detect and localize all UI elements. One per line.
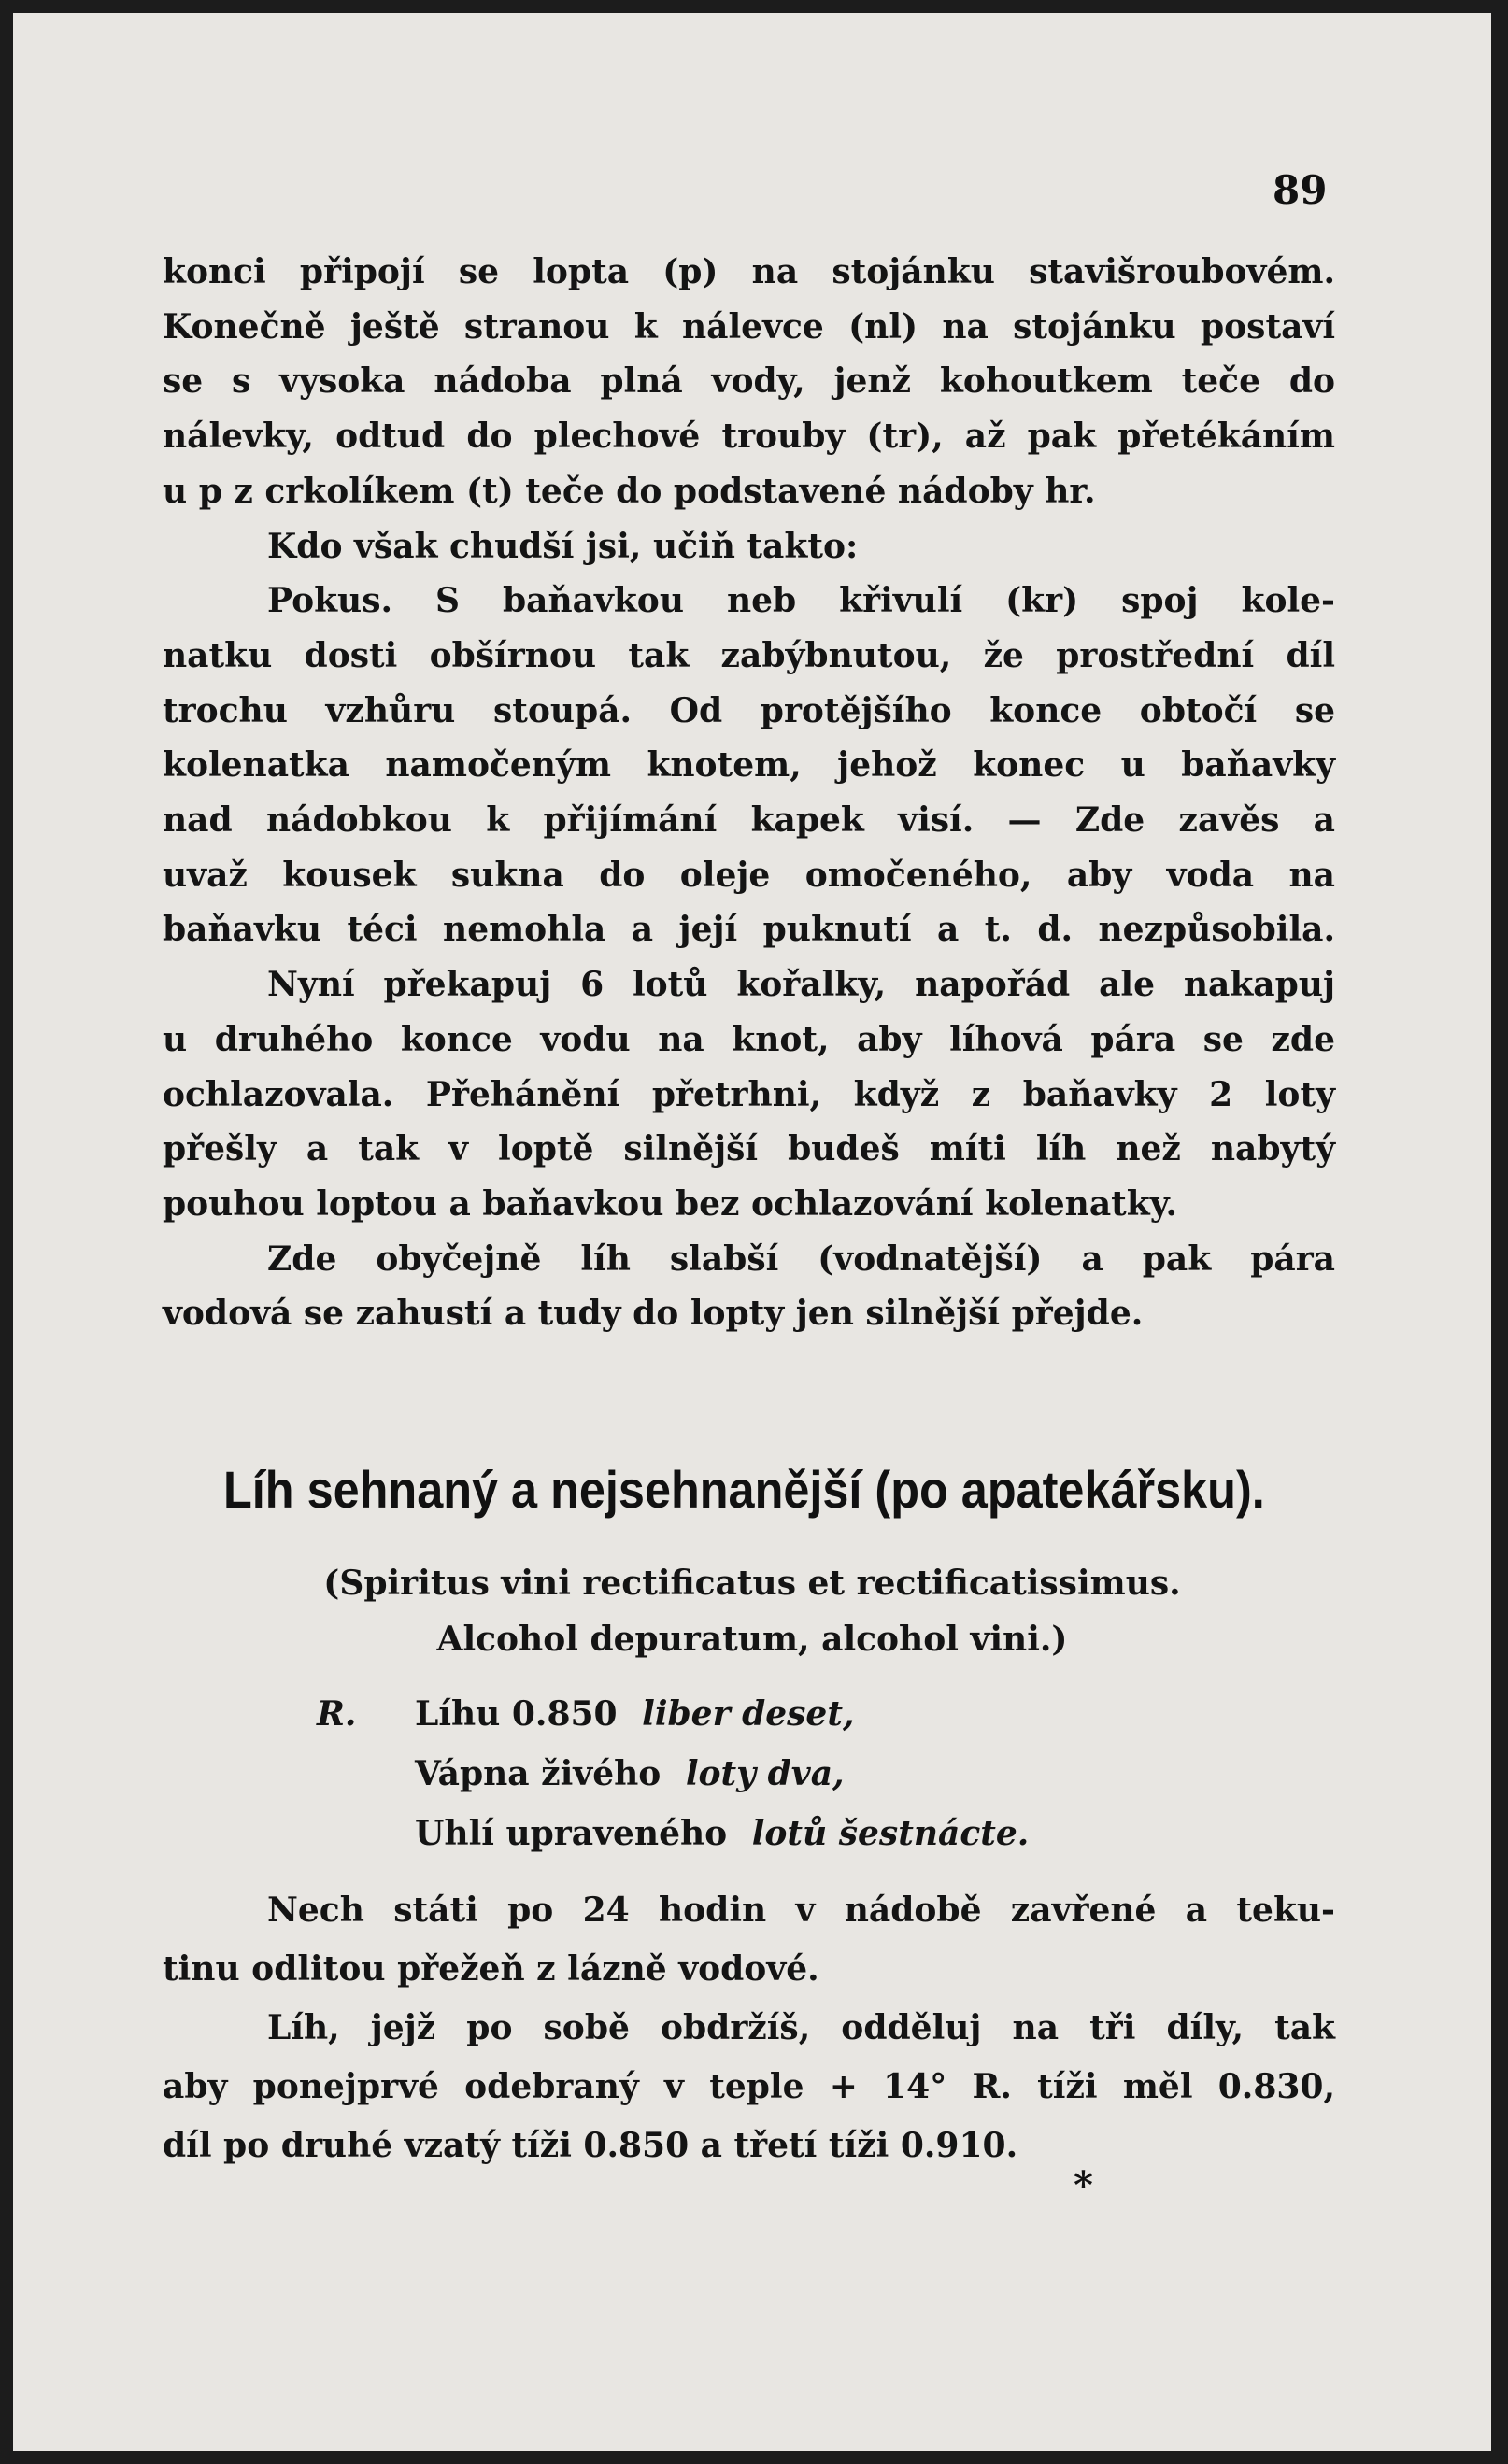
recipe-ingredient: Uhlí upraveného — [415, 1814, 728, 1853]
text-line: ochlazovala. Přehánění přetrhni, když z baňavky 2 loty — [163, 1074, 1335, 1114]
text-line: konci připojí se lopta (p) na stojánku stavišroubovém. — [163, 252, 1335, 291]
text-line: nad nádobkou k přijímání kapek visí. — Zde zavěs a — [163, 800, 1335, 841]
text-line: natku dosti obšírnou tak zabýbnutou, že prostřední díl — [163, 635, 1335, 675]
recipe-item — [317, 1694, 855, 1734]
text-line: pouhou loptou a baňavkou bez ochlazování kolenatky. — [163, 1183, 1178, 1224]
latin-subheading: Alcohol depuratum, alcohol vini.) — [436, 1620, 1068, 1659]
text-line: trochu vzhůru stoupá. Od protějšího konce obtočí se — [163, 690, 1335, 730]
recipe-ingredient: Vápna živého — [415, 1754, 662, 1793]
latin-subheading: (Spiritus vini rectificatus et rectificatissimus. — [323, 1564, 1181, 1603]
recipe-label: R. — [317, 1694, 357, 1734]
footer-asterisk: * — [1074, 2163, 1093, 2207]
text-line: Kdo však chudší jsi, učiň takto: — [267, 526, 859, 566]
text-line: Pokus. S baňavkou neb křivulí (kr) spoj kole- — [267, 581, 1335, 621]
text-line: přešly a tak v loptě silnější budeš míti líh než nabytý — [163, 1129, 1335, 1169]
text-line: baňavku téci nemohla a její puknutí a t. d. nezpůsobila. — [163, 910, 1335, 950]
recipe-quantity: lotů šestnácte. — [751, 1814, 1030, 1853]
text-line: se s vysoka nádoba plná vody, jenž kohoutkem teče do — [163, 361, 1335, 402]
text-line: díl po druhé vzatý tíži 0.850 a třetí tíži 0.910. — [163, 2126, 1018, 2165]
text-line: Zde obyčejně líh slabší (vodnatější) a pak pára — [267, 1239, 1335, 1279]
text-line: Nech státi po 24 hodin v nádobě zavřené a teku- — [267, 1890, 1335, 1930]
closing-paragraphs — [163, 1881, 1335, 2175]
page-number: 89 — [1273, 167, 1328, 213]
text-line: uvaž kousek sukna do oleje omočeného, aby voda na — [163, 855, 1335, 895]
text-line: nálevky, odtud do plechové trouby (tr), až pak přetékáním — [163, 417, 1335, 457]
text-line: Nyní překapuj 6 lotů kořalky, napořád ale nakapuj — [267, 965, 1335, 1005]
text-line: vodová se zahustí a tudy do lopty jen silnější přejde. — [163, 1294, 1144, 1334]
recipe-item — [415, 1754, 845, 1793]
book-page — [13, 13, 1491, 2451]
section-heading: Líh sehnaný a nejsehnanější (po apatekářsku). — [223, 1460, 1265, 1519]
text-line: Líh, jejž po sobě obdržíš, odděluj na tři díly, tak — [267, 2008, 1335, 2047]
recipe-item — [415, 1814, 1029, 1853]
text-line: Konečně ještě stranou k nálevce (nl) na stojánku postaví — [163, 306, 1335, 347]
text-line: u druhého konce vodu na knot, aby líhová pára se zde — [163, 1019, 1335, 1059]
text-line: aby ponejprvé odebraný v teple + 14° R. tíži měl 0.830, — [163, 2067, 1335, 2106]
text-line: tinu odlitou přežeň z lázně vodové. — [163, 1949, 819, 1989]
text-line: u p z crkolíkem (t) teče do podstavené nádoby hr. — [163, 471, 1096, 511]
text-line: kolenatka namočeným knotem, jehož konec u baňavky — [163, 745, 1335, 786]
main-paragraphs — [163, 245, 1335, 1341]
recipe-quantity: loty dva, — [685, 1754, 845, 1793]
recipe-quantity: liber deset, — [642, 1694, 855, 1734]
recipe-ingredient: Líhu 0.850 — [415, 1694, 618, 1734]
